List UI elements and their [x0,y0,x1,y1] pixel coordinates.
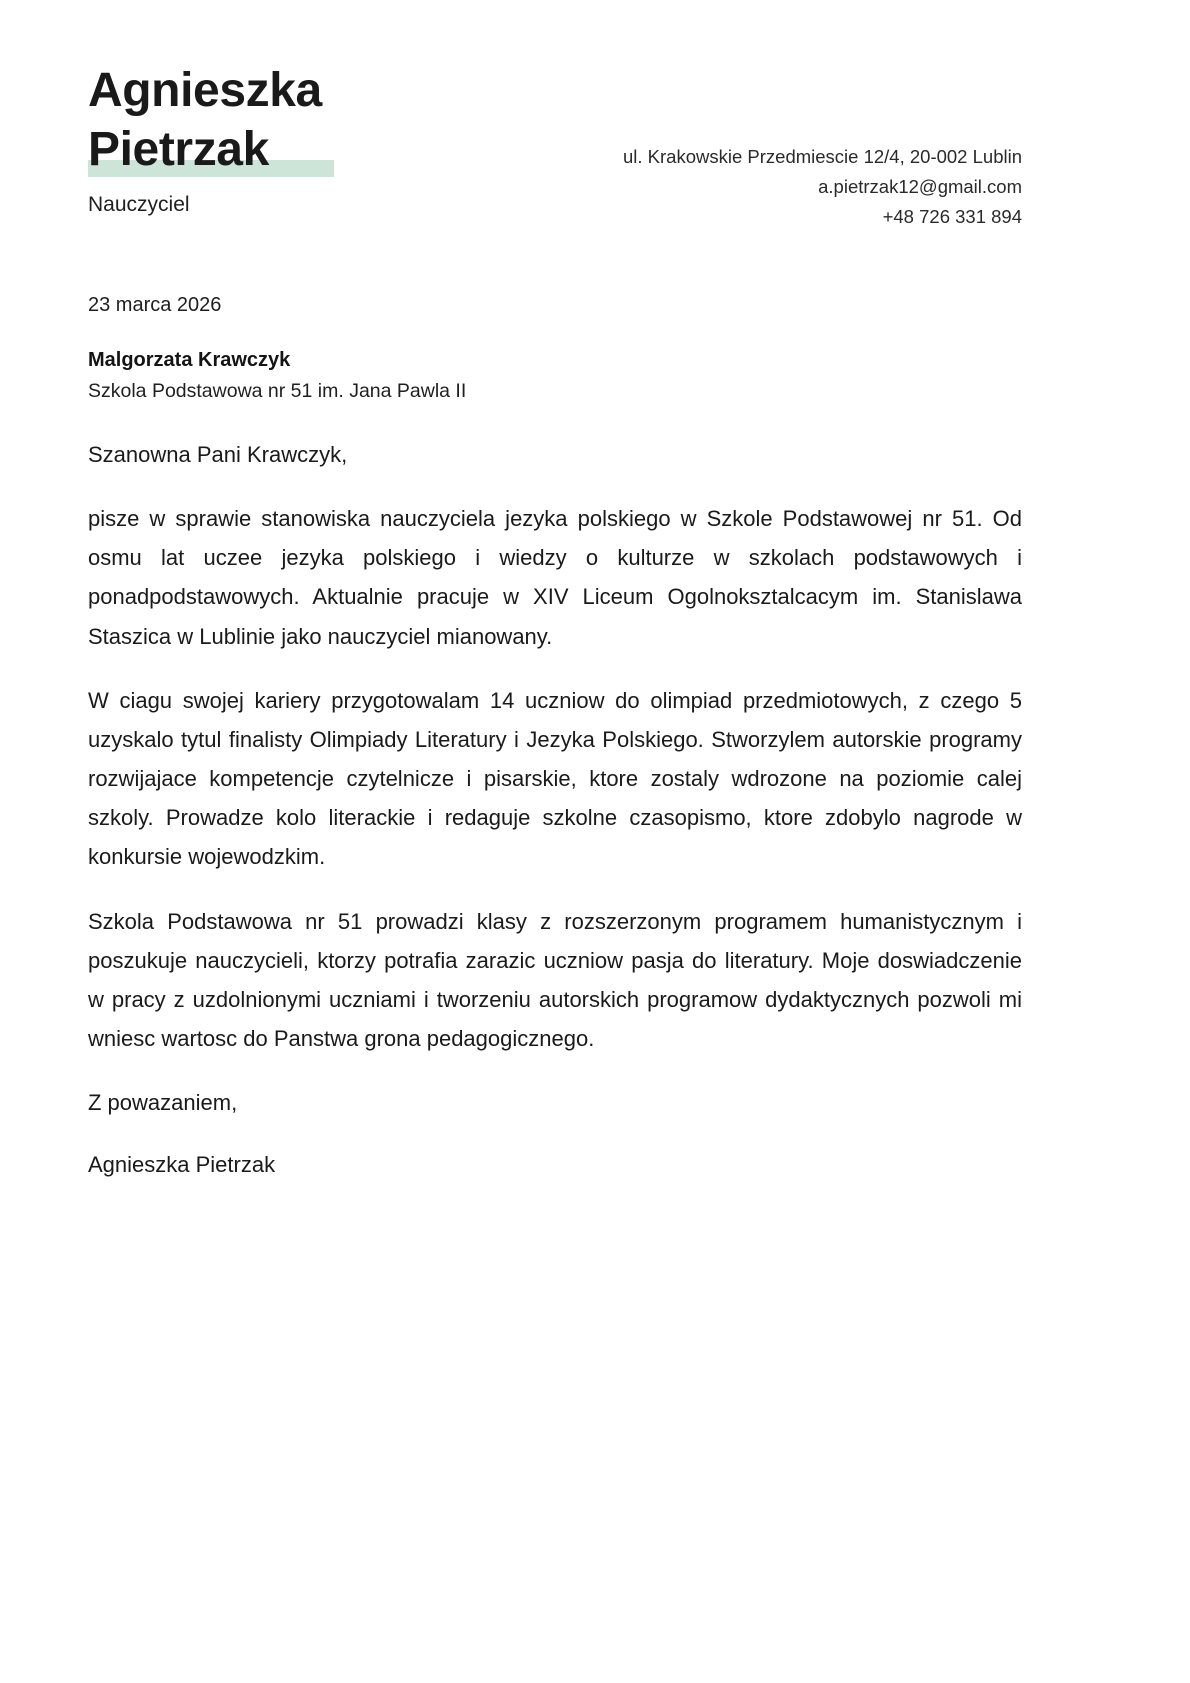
sender-last-name-wrap [88,121,321,180]
sender-name [88,62,322,179]
letter-meta [88,292,1023,405]
letter-paragraph-2: W ciagu swojej kariery przygotowalam 14 uczniow do olimpiad przedmiotowych, z czego 5 uzyskalo tytul finalisty Olimpiady Literatury i Jezyka Polskiego. Stworzylem autorskie programy rozwijajace kompetencje czytelnicze i pisarskie, ktore zostaly wdrozone na poziomie calej szkoly. Prowadze kolo literackie i redaguje szkolne czasopismo, ktore zdobylo nagrode w konkursie wojewodzkim. [88,687,1022,870]
letter-body [88,438,1022,1183]
letter-paragraph-1: pisze w sprawie stanowiska nauczyciela jezyka polskiego w Szkole Podstawowej nr 51. Od osmu lat uczee jezyka polskiego i wiedzy o kulturze w szkolach podstawowych i ponadpodstawowych. Aktualnie pracuje w XIV Liceum Ogolnoksztalcacym im. Stanislawa Staszica w Lublinie jako nauczyciel mianowany. [88,506,1022,649]
letter-paragraph-3: Szkola Podstawowa nr 51 prowadzi klasy z rozszerzonym programem humanistycznym i poszukuje nauczycieli, ktorzy potrafia zarazic uczniow pasja do literatury. Moje doswiadczenie w pracy z uzdolnionymi uczniami i tworzeniu autorskich programow dydaktycznych pozwoli mi wniesc wartosc do Panstwa grona pedagogicznego. [88,908,1022,1051]
sender-phone: +48 726 331 894 [882,205,1022,227]
letter-salutation: Szanowna Pani Krawczyk, [88,442,348,467]
letter-date: 23 marca 2026 [88,294,222,316]
letter-signature: Agnieszka Pietrzak [88,1152,276,1178]
sender-identity [88,62,322,218]
recipient-name: Malgorzata Krawczyk [88,349,291,371]
sender-address: ul. Krakowskie Przedmiescie 12/4, 20-002 Lublin [623,146,1022,167]
sender-first-name: Agnieszka [88,64,322,117]
recipient-organization: Szkola Podstawowa nr 51 im. Jana Pawla II [88,379,467,402]
letter-closing: Z powazaniem, [88,1090,238,1116]
sender-email: a.pietrzak12@gmail.com [818,175,1022,197]
sender-last-name: Pietrzak [88,122,269,176]
sender-contact-block [623,142,1022,232]
letter-header [88,62,1022,232]
sender-job-title: Nauczyciel [88,193,190,217]
